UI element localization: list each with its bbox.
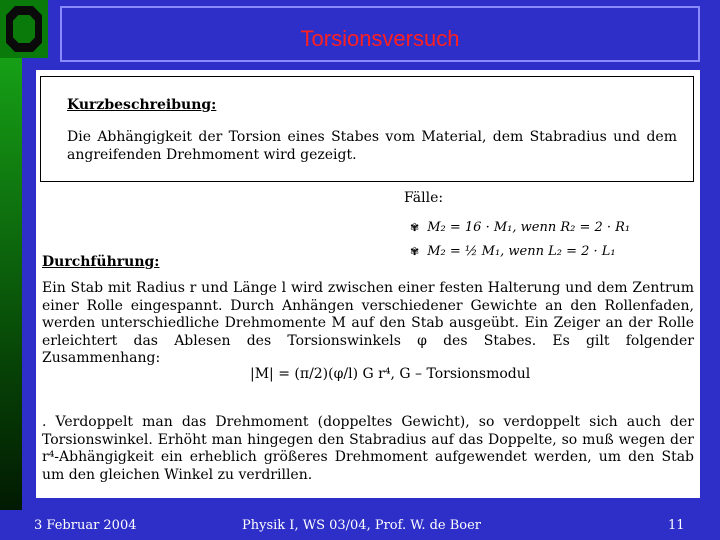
conclusion-text: . Verdoppelt man das Drehmoment (doppeltes Gewicht), so verdoppelt sich auch der Torsionswinkel. Erhöht man hingegen den Stabradius auf das Doppelte, so muß wegen der r⁴-Abhängigkeit ein erheblich größeres Drehmoment aufgewendet werden, um den Stab um den gleichen Winkel zu verdrillen. bbox=[42, 414, 694, 483]
slide-title: Torsionsversuch bbox=[300, 26, 460, 51]
slide-content bbox=[36, 70, 700, 498]
kurzbeschreibung-text: Die Abhängigkeit der Torsion eines Stabes vom Material, dem Stabradius und dem angreifenden Drehmoment wird gezeigt. bbox=[67, 129, 677, 163]
bullet-icon: ✾ bbox=[410, 221, 420, 234]
durchfuehrung-heading: Durchführung: bbox=[42, 254, 160, 270]
footer-page-number: 11 bbox=[668, 518, 685, 533]
faelle-label: Fälle: bbox=[404, 190, 444, 206]
kurzbeschreibung-box bbox=[40, 76, 694, 182]
torsion-formula: |M| = (π/2)(φ/l) G r⁴, G – Torsionsmodul bbox=[250, 366, 531, 382]
bullet-icon: ✾ bbox=[410, 245, 420, 258]
kurzbeschreibung-heading: Kurzbeschreibung: bbox=[67, 97, 217, 113]
green-side-bar bbox=[0, 58, 22, 510]
footer-course: Physik I, WS 03/04, Prof. W. de Boer bbox=[242, 518, 482, 533]
durchfuehrung-text: Ein Stab mit Radius r und Länge l wird zwischen einer festen Halterung und dem Zentrum einer Rolle eingespannt. Durch Anhängen verschiedener Gewichte an den Rollenfaden, werden unterschiedliche Drehmomente M auf den Stab ausgeübt. Ein Zeiger an der Rolle erleichtert das Ablesen des Torsionswinkels φ des Stabes. Es gilt folgender Zusammenhang: bbox=[42, 280, 694, 366]
case-2: ✾ M₂ = ½ M₁, wenn L₂ = 2 · L₁ bbox=[410, 244, 616, 259]
case-1: ✾ M₂ = 16 · M₁, wenn R₂ = 2 · R₁ bbox=[410, 220, 631, 235]
university-logo bbox=[0, 0, 48, 58]
title-box bbox=[60, 6, 700, 62]
footer-date: 3 Februar 2004 bbox=[34, 518, 137, 533]
